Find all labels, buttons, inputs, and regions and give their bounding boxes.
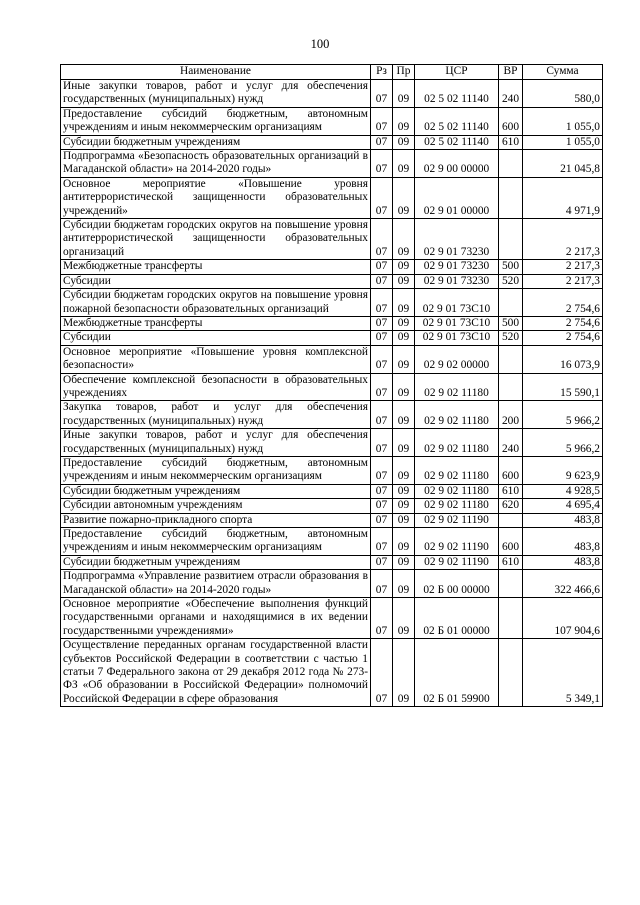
row-vr: 200 [499,401,523,429]
row-vr: 520 [499,331,523,345]
row-rz: 07 [371,484,393,498]
row-name: Предоставление субсидий бюджетным, автономным учреждениям и иным некоммерческим организациям [61,107,371,135]
row-vr [499,639,523,707]
row-vr [499,219,523,260]
row-rz: 07 [371,135,393,149]
row-rz: 07 [371,456,393,484]
row-rz: 07 [371,373,393,401]
row-vr: 610 [499,555,523,569]
row-name: Иные закупки товаров, работ и услуг для обеспечения государственных (муниципальных) нужд [61,429,371,457]
row-sum: 21 045,8 [523,150,603,178]
row-csr: 02 9 01 73230 [415,260,499,274]
row-sum: 2 217,3 [523,260,603,274]
row-name: Подпрограмма «Управление развитием отрасли образования в Магаданской области» на 2014-2020 годы» [61,570,371,598]
column-header-sum: Сумма [523,65,603,80]
row-csr: 02 9 01 73230 [415,274,499,288]
row-sum: 2 217,3 [523,274,603,288]
column-header-csr: ЦСР [415,65,499,80]
row-pr: 09 [393,484,415,498]
row-pr: 09 [393,107,415,135]
row-pr: 09 [393,177,415,218]
row-vr [499,570,523,598]
row-name: Субсидии бюджетным учреждениям [61,555,371,569]
row-vr: 610 [499,484,523,498]
table-row [61,513,603,527]
row-sum: 5 966,2 [523,401,603,429]
row-csr: 02 9 02 11190 [415,555,499,569]
row-sum: 2 754,6 [523,289,603,317]
row-name: Субсидии бюджетным учреждениям [61,135,371,149]
row-name: Осуществление переданных органам государственной власти субъектов Российской Федерации в соответствии с частью 1 статьи 7 Федерального закона от 29 декабря 2012 года № 273-ФЗ «Об образовании в Российской Федерации» полномочий Российской Федерации в сфере образования [61,639,371,707]
row-name: Предоставление субсидий бюджетным, автономным учреждениям и иным некоммерческим организациям [61,456,371,484]
row-sum: 483,8 [523,513,603,527]
row-vr [499,345,523,373]
row-name: Закупка товаров, работ и услуг для обеспечения государственных (муниципальных) нужд [61,401,371,429]
row-vr [499,373,523,401]
row-rz: 07 [371,570,393,598]
row-csr: 02 9 02 11180 [415,456,499,484]
row-vr [499,177,523,218]
page-number: 100 [310,37,330,51]
row-rz: 07 [371,274,393,288]
row-name: Субсидии бюджетам городских округов на повышение уровня пожарной безопасности образовательных организаций [61,289,371,317]
row-vr: 600 [499,456,523,484]
row-sum: 4 695,4 [523,499,603,513]
row-csr: 02 9 01 73С10 [415,289,499,317]
row-name: Межбюджетные трансферты [61,260,371,274]
row-sum: 1 055,0 [523,107,603,135]
row-name: Субсидии автономным учреждениям [61,499,371,513]
row-csr: 02 9 01 00000 [415,177,499,218]
row-vr [499,513,523,527]
row-vr [499,150,523,178]
table-row [61,570,603,598]
row-pr: 09 [393,316,415,330]
row-pr: 09 [393,150,415,178]
row-vr: 500 [499,316,523,330]
column-header-name: Наименование [61,65,371,80]
row-vr: 620 [499,499,523,513]
row-name: Предоставление субсидий бюджетным, автономным учреждениям и иным некоммерческим организациям [61,528,371,556]
row-name: Межбюджетные трансферты [61,316,371,330]
row-pr: 09 [393,289,415,317]
row-name: Субсидии бюджетам городских округов на повышение уровня антитеррористической защищенности образовательных организаций [61,219,371,260]
row-pr: 09 [393,219,415,260]
row-rz: 07 [371,316,393,330]
row-rz: 07 [371,499,393,513]
row-rz: 07 [371,331,393,345]
table-row [61,177,603,218]
budget-table [60,64,603,707]
table-row [61,373,603,401]
table-row [61,639,603,707]
row-pr: 09 [393,135,415,149]
row-rz: 07 [371,639,393,707]
row-name: Субсидии [61,274,371,288]
table-row [61,484,603,498]
row-vr: 240 [499,429,523,457]
row-name: Основное мероприятие «Обеспечение выполнения функций государственными органами и находящимися в их ведении государственными учреждениями» [61,598,371,639]
row-csr: 02 9 02 11190 [415,528,499,556]
row-rz: 07 [371,555,393,569]
row-rz: 07 [371,219,393,260]
row-vr: 610 [499,135,523,149]
table-row [61,456,603,484]
row-vr: 500 [499,260,523,274]
row-csr: 02 9 01 73С10 [415,316,499,330]
row-pr: 09 [393,331,415,345]
row-sum: 4 928,5 [523,484,603,498]
row-pr: 09 [393,260,415,274]
row-pr: 09 [393,570,415,598]
table-row [61,135,603,149]
row-sum: 5 349,1 [523,639,603,707]
table-row [61,274,603,288]
row-csr: 02 Б 01 00000 [415,598,499,639]
row-sum: 15 590,1 [523,373,603,401]
row-name: Субсидии [61,331,371,345]
row-vr [499,598,523,639]
column-header-pr: Пр [393,65,415,80]
row-sum: 9 623,9 [523,456,603,484]
row-sum: 483,8 [523,528,603,556]
row-rz: 07 [371,528,393,556]
row-csr: 02 9 02 11180 [415,373,499,401]
row-sum: 107 904,6 [523,598,603,639]
row-pr: 09 [393,429,415,457]
row-rz: 07 [371,598,393,639]
row-csr: 02 9 00 00000 [415,150,499,178]
row-sum: 16 073,9 [523,345,603,373]
row-pr: 09 [393,401,415,429]
row-csr: 02 9 01 73230 [415,219,499,260]
row-rz: 07 [371,107,393,135]
row-rz: 07 [371,150,393,178]
row-name: Основное мероприятие «Повышение уровня антитеррористической защищенности образовательных учреждений» [61,177,371,218]
row-pr: 09 [393,274,415,288]
table-row [61,429,603,457]
row-sum: 322 466,6 [523,570,603,598]
row-csr: 02 9 02 11180 [415,484,499,498]
row-pr: 09 [393,598,415,639]
row-sum: 5 966,2 [523,429,603,457]
row-csr: 02 Б 01 59900 [415,639,499,707]
row-sum: 1 055,0 [523,135,603,149]
row-vr [499,289,523,317]
row-name: Подпрограмма «Безопасность образовательных организаций в Магаданской области» на 2014-2020 годы» [61,150,371,178]
table-row [61,316,603,330]
table-row [61,555,603,569]
row-name: Обеспечение комплексной безопасности в образовательных учреждениях [61,373,371,401]
row-rz: 07 [371,429,393,457]
table-row [61,401,603,429]
table-row [61,331,603,345]
table-row [61,107,603,135]
row-pr: 09 [393,456,415,484]
table-row [61,289,603,317]
table-row [61,528,603,556]
row-sum: 4 971,9 [523,177,603,218]
row-rz: 07 [371,289,393,317]
row-sum: 2 754,6 [523,316,603,330]
row-pr: 09 [393,80,415,108]
row-csr: 02 9 01 73С10 [415,331,499,345]
row-vr: 600 [499,528,523,556]
row-csr: 02 5 02 11140 [415,80,499,108]
row-vr: 600 [499,107,523,135]
row-csr: 02 Б 00 00000 [415,570,499,598]
table-row [61,260,603,274]
row-sum: 483,8 [523,555,603,569]
row-csr: 02 9 02 00000 [415,345,499,373]
table-row [61,598,603,639]
row-rz: 07 [371,177,393,218]
row-pr: 09 [393,499,415,513]
table-row [61,150,603,178]
row-pr: 09 [393,639,415,707]
row-pr: 09 [393,528,415,556]
row-vr: 240 [499,80,523,108]
row-csr: 02 9 02 11180 [415,429,499,457]
row-sum: 2 754,6 [523,331,603,345]
row-pr: 09 [393,345,415,373]
table-row [61,80,603,108]
row-sum: 580,0 [523,80,603,108]
row-vr: 520 [499,274,523,288]
table-row [61,219,603,260]
row-csr: 02 5 02 11140 [415,107,499,135]
table-row [61,499,603,513]
row-csr: 02 9 02 11180 [415,499,499,513]
table-header-row [61,65,603,80]
row-csr: 02 5 02 11140 [415,135,499,149]
row-pr: 09 [393,373,415,401]
row-rz: 07 [371,80,393,108]
column-header-vr: ВР [499,65,523,80]
row-name: Субсидии бюджетным учреждениям [61,484,371,498]
row-csr: 02 9 02 11180 [415,401,499,429]
row-name: Иные закупки товаров, работ и услуг для обеспечения государственных (муниципальных) нужд [61,80,371,108]
row-rz: 07 [371,513,393,527]
row-name: Развитие пожарно-прикладного спорта [61,513,371,527]
row-rz: 07 [371,401,393,429]
row-sum: 2 217,3 [523,219,603,260]
table-body [61,80,603,707]
row-csr: 02 9 02 11190 [415,513,499,527]
row-pr: 09 [393,555,415,569]
row-rz: 07 [371,345,393,373]
row-pr: 09 [393,513,415,527]
column-header-rz: Рз [371,65,393,80]
row-rz: 07 [371,260,393,274]
table-row [61,345,603,373]
row-name: Основное мероприятие «Повышение уровня комплексной безопасности» [61,345,371,373]
